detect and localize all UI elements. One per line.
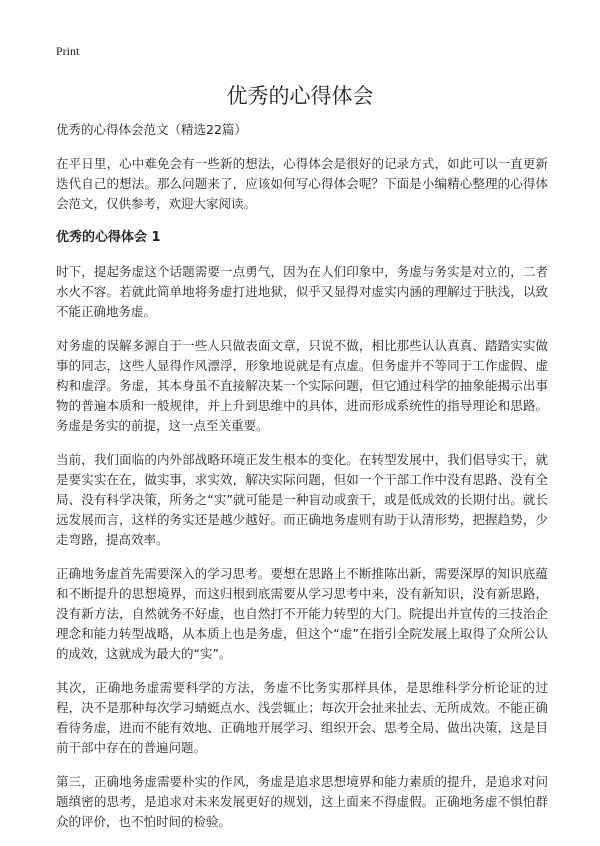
body-paragraph: 第三，正确地务虚需要朴实的作风，务虚是追求思想境界和能力素质的提升，是追求对问题缜密的思考，是追求对未来发展更好的规划，这上面来不得虚假。正确地务虚不惧怕群众的评价，也不怕时间的检验。 (56, 774, 548, 829)
body-paragraph: 正确地务虚首先需要深入的学习思考。要想在思路上不断推陈出新，需要深厚的知识底蕴和不断提升的思想境界，而这归根到底需要从学习思考中来，没有新知识，没有新思路，没有新方法，自然就务不好虚，也自然打不开能力转型的大门。院提出并宣传的三技治企理念和能力转型战略，从本质上也是务虚，但这个“虚”在指引全院发展上取得了众所公认的成效，这就成为最大的“实”。 (56, 566, 548, 661)
page-title: 优秀的心得体会 (226, 84, 374, 108)
article-body (56, 120, 548, 846)
body-paragraph: 时下，提起务虚这个话题需要一点勇气，因为在人们印象中，务虚与务实是对立的，二者水火不容。若就此简单地将务虚打进地狱，似乎又显得对虚实内涵的理解过于肤浅，以致不能正确地务虚。 (56, 264, 548, 319)
section-heading: 优秀的心得体会 1 (56, 230, 161, 245)
article-subtitle: 优秀的心得体会范文（精选22篇） (56, 122, 247, 137)
body-paragraph: 当前，我们面临的内外部战略环境正发生根本的变化。在转型发展中，我们倡导实干，就是要实实在在，做实事，求实效，解决实际问题，但如一个干部工作中没有思路、没有全局、没有科学决策，所务之“实”就可能是一种盲动或蛮干，或是低成效的长期付出。就长远发展而言，这样的务实还是越少越好。而正确地务虚则有助于认清形势，把握趋势，少走弯路，提高效率。 (56, 452, 548, 547)
body-paragraph: 对务虚的误解多源自于一些人只做表面文章，只说不做，相比那些认认真真、踏踏实实做事的同志，这些人显得作风漂浮，形象地说就是有点虚。但务虚并不等同于工作虚假、虚构和虚浮。务虚，其本身虽不直接解决某一个实际问题，但它通过科学的抽象能揭示出事物的普遍本质和一般规律，并上升到思维中的具体，进而形成系统性的指导理论和思路。务虚是务实的前提，这一点至关重要。 (56, 338, 548, 433)
body-paragraph: 其次，正确地务虚需要科学的方法，务虚不比务实那样具体，是思维科学分析论证的过程，决不是那种每次学习蜻蜓点水、浅尝辄止；每次开会扯来扯去、无所成效。不能正确看待务虚，进而不能有效地、正确地开展学习、组织开会、思考全局、做出决策，这是目前干部中存在的普遍问题。 (56, 680, 548, 755)
intro-paragraph: 在平日里，心中难免会有一些新的想法，心得体会是很好的记录方式，如此可以一直更新迭代自己的想法。那么问题来了，应该如何写心得体会呢？下面是小编精心整理的心得体会范文，仅供参考，欢迎大家阅读。 (56, 156, 548, 211)
print-link[interactable]: Print (56, 44, 80, 58)
